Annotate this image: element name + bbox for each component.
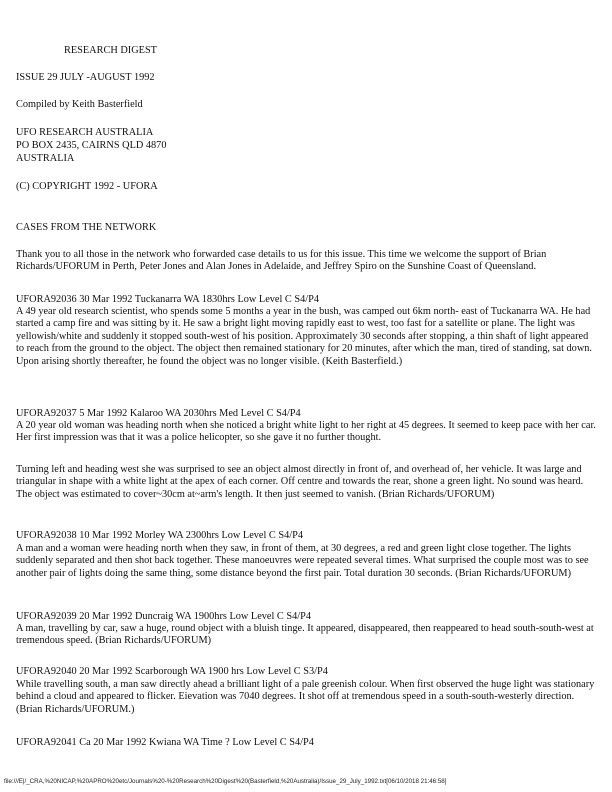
po-box: PO BOX 2435, CAIRNS QLD 4870 xyxy=(16,140,167,151)
case-heading: UFORA92039 20 Mar 1992 Duncraig WA 1900hrs Low Level C S4/P4 xyxy=(16,611,311,622)
case-body: A man, travelling by car, saw a huge, round object with a bluish tinge. It appeared, disappeared, then reappeared to head south-south-west at tremendous speed. (Brian Richards/UFORUM) xyxy=(16,623,594,647)
copyright: (C) COPYRIGHT 1992 - UFORA xyxy=(16,181,158,192)
case-heading: UFORA92036 30 Mar 1992 Tuckanarra WA 1830hrs Low Level C S4/P4 xyxy=(16,294,319,305)
issue-line: ISSUE 29 JULY -AUGUST 1992 xyxy=(16,72,155,83)
country: AUSTRALIA xyxy=(16,153,75,164)
case-heading: UFORA92038 10 Mar 1992 Morley WA 2300hrs Low Level C S4/P4 xyxy=(16,530,303,541)
org-name: UFO RESEARCH AUSTRALIA xyxy=(16,127,154,138)
digest-title: RESEARCH DIGEST xyxy=(64,45,157,56)
case-body: A 20 year old woman was heading north when she noticed a bright white light to her right at 45 degrees. It seemed to keep pace with her car. Her first impression was that it was a police helicopter, so she gave it no further thought. xyxy=(16,420,596,444)
case-heading: UFORA92041 Ca 20 Mar 1992 Kwiana WA Time ? Low Level C S4/P4 xyxy=(16,737,314,748)
case-heading: UFORA92037 5 Mar 1992 Kalaroo WA 2030hrs Med Level C S4/P4 xyxy=(16,408,301,419)
case-body: While travelling south, a man saw directly ahead a brilliant light of a pale greenish colour. When first observed the huge light was stationary behind a cloud and appeared to flicker. Eievation was 7040 degrees. It shot off at tremendous speed in a south-south-westerly direction. (Brian Richards/UFORUM.) xyxy=(16,679,595,715)
case-heading: UFORA92040 20 Mar 1992 Scarborough WA 1900 hrs Low Level C S3/P4 xyxy=(16,666,328,677)
case-body: A man and a woman were heading north when they saw, in front of them, at 30 degrees, a red and green light close together. The lights suddenly separated and then shot back together. These manoeuvres were repeated several times. What surprised the couple most was to see another pair of lights doing the same thing, some distance beyond the first pair. Total duration 30 seconds. (Brian Richards/UFORUM) xyxy=(16,543,589,579)
section-title: CASES FROM THE NETWORK xyxy=(16,222,157,233)
case-body: A 49 year old research scientist, who spends some 5 months a year in the bush, was camped out 6km north- east of Tuckanarra WA. He had started a camp fire and was sitting by it. He saw a bright light moving rapidly east to west, too fast for a satellite or plane. The light was yellowish/white and suddenly it stopped south-west of his position. Approximately 30 seconds after stopping, a thin shaft of light appeared to reach from the ground to the object. The object then remained stationary for 20 minutes, after which the man, tired of standing, sat down. Upon arising shortly thereafter, he found the object was no longer visible. (Keith Basterfield.) xyxy=(16,306,592,367)
file-path-footer: file:///E|/_CRA,%20NICAP,%20APRO%20etc/Journals%20-%20Research%20Digest%20(Basterfield,%20Australia)/Issue_29_July_1992.txt[06/10/2018 21:46:58] xyxy=(4,778,447,785)
intro-paragraph: Thank you to all those in the network who forwarded case details to us for this issue. This time we welcome the support of Brian Richards/UFORUM in Perth, Peter Jones and Alan Jones in Adelaide, and Jeffrey Spiro on the Sunshine Coast of Queensland. xyxy=(16,249,547,273)
case-body: Turning left and heading west she was surprised to see an object almost directly in front of, and overhead of, her vehicle. It was large and triangular in shape with a white light at the apex of each corner. Off centre and towards the rear, shone a green light. No sound was heard. The object was estimated to cover~30cm at~arm's length. It then just seemed to vanish. (Brian Richards/UFORUM) xyxy=(16,464,584,500)
compiled-by: Compiled by Keith Basterfield xyxy=(16,99,143,110)
